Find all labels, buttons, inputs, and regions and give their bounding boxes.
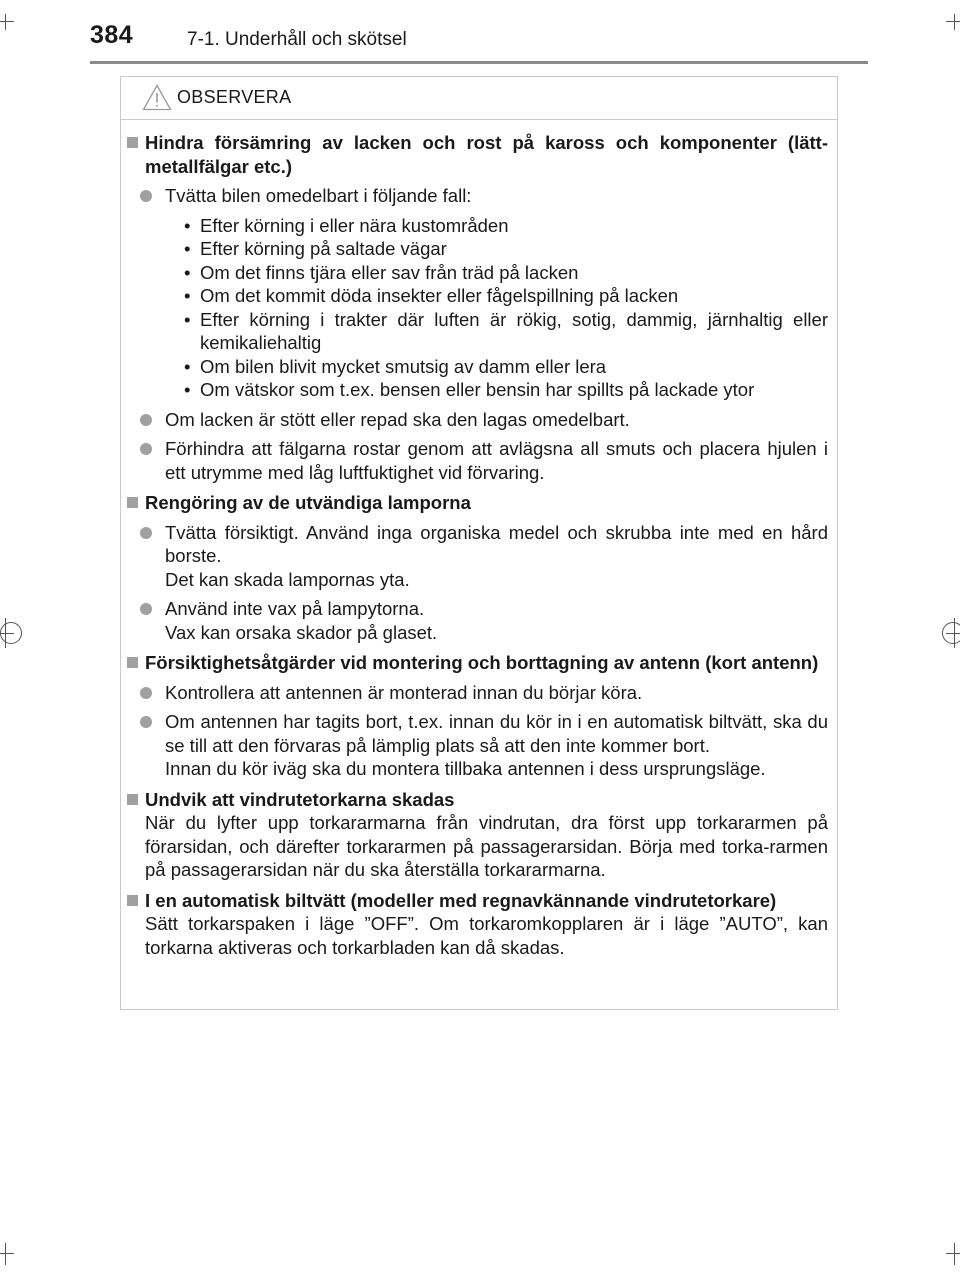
- sub-list-item: [183, 237, 828, 261]
- sub-list-item: [183, 378, 828, 402]
- square-bullet-icon: [127, 657, 138, 668]
- crop-mark: [954, 14, 955, 30]
- dot-bullet-icon: •: [184, 308, 191, 330]
- item-text: Tvätta försiktigt. Använd inga organiska medel och skrubba inte med en hård borste.: [165, 521, 828, 566]
- item-text: Det kan skada lampornas yta.: [165, 568, 410, 590]
- caution-section: [126, 651, 828, 781]
- square-bullet-icon: [127, 895, 138, 906]
- section-heading: [126, 651, 828, 675]
- caution-section: [126, 131, 828, 484]
- list-item: [126, 710, 828, 781]
- dot-bullet-icon: •: [184, 355, 191, 377]
- round-bullet-icon: [140, 716, 152, 728]
- item-text: Kontrollera att antennen är monterad innan du börjar köra.: [165, 681, 643, 703]
- list-item: [126, 184, 828, 402]
- sub-item-text: Om vätskor som t.ex. bensen eller bensin har spillts på lackade ytor: [200, 379, 755, 400]
- warning-triangle-icon: [142, 84, 172, 116]
- section-heading-text: Undvik att vindrutetorkarna skadas: [145, 788, 455, 810]
- dot-bullet-icon: •: [184, 261, 191, 283]
- sub-item-text: Efter körning på saltade vägar: [200, 238, 447, 259]
- sub-list-item: [183, 308, 828, 355]
- caution-section: [126, 889, 828, 960]
- section-paragraph: Sätt torkarspaken i läge ”OFF”. Om torkaromkopplaren är i läge ”AUTO”, kan torkarna aktiveras och torkarbladen kan då skadas.: [145, 913, 828, 958]
- item-text: Förhindra att fälgarna rostar genom att avlägsna all smuts och placera hjulen i ett utrymme med låg luftfuktighet vid förvaring.: [165, 438, 828, 483]
- caution-divider: [120, 119, 838, 120]
- item-text: Vax kan orsaka skador på glaset.: [165, 621, 438, 643]
- sub-item-text: Om bilen blivit mycket smutsig av damm eller lera: [200, 355, 607, 377]
- crop-mark: [5, 1243, 6, 1265]
- item-text: Använd inte vax på lampytorna.: [165, 598, 425, 619]
- sub-list-item: [183, 214, 828, 238]
- round-bullet-icon: [140, 527, 152, 539]
- crop-mark: [5, 14, 6, 30]
- sub-item-text: Om det kommit döda insekter eller fågelspillning på lacken: [200, 285, 679, 306]
- list-item: [126, 437, 828, 484]
- sub-list-item: [183, 261, 828, 285]
- list-item: [126, 408, 828, 432]
- sub-list-item: [183, 284, 828, 308]
- list-item: [126, 681, 828, 705]
- registration-circle: [0, 622, 22, 644]
- caution-section: [126, 788, 828, 882]
- item-text: Om antennen har tagits bort, t.ex. innan du kör in i en automatisk biltvätt, ska du se till att den förvaras på lämplig plats så att den inte kommer bort.: [165, 711, 828, 756]
- section-heading-text: Försiktighetsåtgärder vid montering och borttagning av antenn (kort antenn): [145, 652, 819, 673]
- square-bullet-icon: [127, 497, 138, 508]
- dot-bullet-icon: •: [184, 379, 191, 400]
- section-heading: [126, 788, 828, 812]
- crop-mark: [946, 21, 960, 22]
- crop-mark: [946, 1253, 960, 1254]
- sub-item-text: Efter körning i eller nära kustområden: [200, 214, 509, 236]
- dot-bullet-icon: •: [184, 214, 191, 236]
- sub-list: [145, 214, 828, 402]
- caution-content: [126, 131, 828, 966]
- section-title: 7-1. Underhåll och skötsel: [187, 29, 407, 50]
- header-rule: [90, 61, 868, 64]
- section-heading-text: Hindra försämring av lacken och rost på kaross och komponenter (lätt-metallfälgar etc.): [145, 132, 828, 177]
- round-bullet-icon: [140, 443, 152, 455]
- list-item: [126, 597, 828, 644]
- caution-label: OBSERVERA: [177, 87, 292, 107]
- sub-item-text: Efter körning i trakter där luften är rökig, sotig, dammig, järnhaltig eller kemikaliehaltig: [200, 308, 828, 353]
- item-text: Om lacken är stött eller repad ska den lagas omedelbart.: [165, 408, 630, 430]
- item-text: Innan du kör iväg ska du montera tillbaka antennen i dess ursprungsläge.: [165, 758, 766, 779]
- square-bullet-icon: [127, 794, 138, 805]
- sub-item-text: Om det finns tjära eller sav från träd på lacken: [200, 261, 579, 283]
- registration-circle: [942, 622, 960, 644]
- dot-bullet-icon: •: [184, 238, 191, 259]
- square-bullet-icon: [127, 137, 138, 148]
- round-bullet-icon: [140, 414, 152, 426]
- dot-bullet-icon: •: [184, 285, 191, 306]
- crop-mark: [954, 1243, 955, 1265]
- section-heading-text: I en automatisk biltvätt (modeller med regnavkännande vindrutetorkare): [145, 889, 777, 911]
- item-text: Tvätta bilen omedelbart i följande fall:: [165, 185, 472, 206]
- caution-section: [126, 491, 828, 644]
- section-paragraph: När du lyfter upp torkararmarna från vindrutan, dra först upp torkararmen på förarsidan, och därefter torkararmen på passagerarsidan. Börja med torka-rarmen på passagerarsidan när du ska återställa torkararmarna.: [145, 812, 828, 880]
- section-heading: [126, 889, 828, 913]
- list-item: [126, 521, 828, 592]
- round-bullet-icon: [140, 603, 152, 615]
- section-heading: [126, 131, 828, 178]
- crop-mark: [0, 21, 14, 22]
- page-number: 384: [90, 21, 134, 49]
- crop-mark: [0, 1253, 14, 1254]
- section-heading-text: Rengöring av de utvändiga lamporna: [145, 492, 471, 513]
- sub-list-item: [183, 355, 828, 379]
- round-bullet-icon: [140, 687, 152, 699]
- round-bullet-icon: [140, 190, 152, 202]
- section-heading: [126, 491, 828, 515]
